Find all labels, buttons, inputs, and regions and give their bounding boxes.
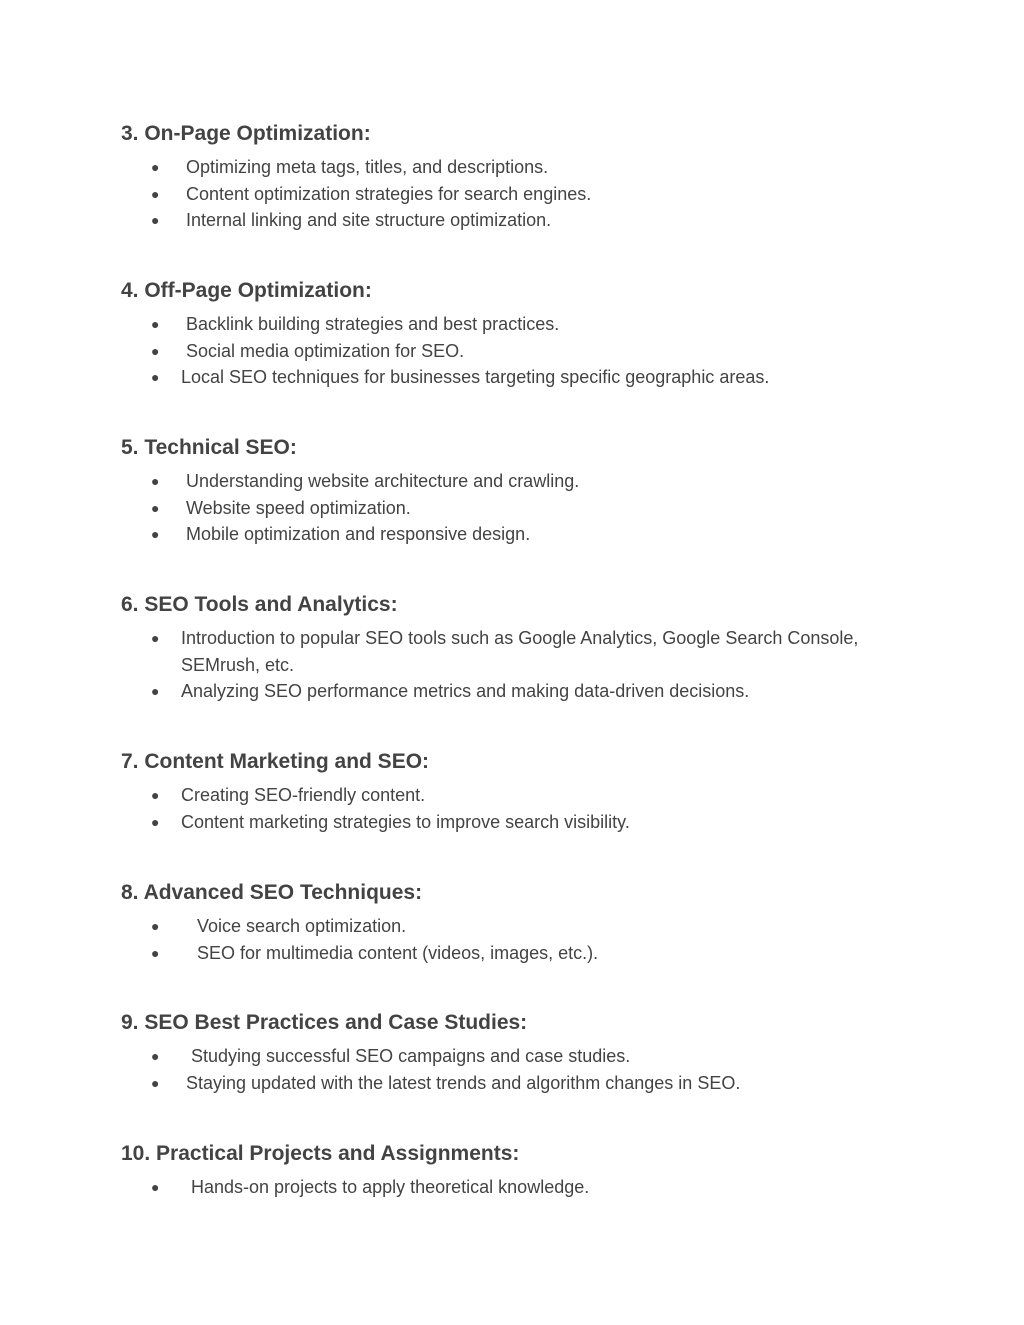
list-item (121, 154, 901, 181)
bullet-icon: ● (151, 1048, 160, 1064)
section-seo-tools-analytics (121, 592, 901, 705)
list-item-text: Local SEO techniques for businesses targeting specific geographic areas. (181, 367, 770, 387)
list-item (121, 625, 861, 678)
bullet-icon: ● (151, 630, 160, 646)
bullet-icon: ● (151, 787, 160, 803)
bullet-list (121, 913, 901, 966)
bullet-list (121, 311, 901, 391)
list-item (121, 207, 901, 234)
bullet-icon: ● (151, 159, 160, 175)
section-heading: 7. Content Marketing and SEO: (121, 750, 430, 773)
section-technical-seo (121, 435, 901, 548)
bullet-list (121, 154, 901, 234)
section-heading: 6. SEO Tools and Analytics: (121, 593, 398, 616)
list-item-text: Optimizing meta tags, titles, and descriptions. (186, 157, 549, 177)
section-best-practices (121, 1010, 901, 1096)
list-item-text: Understanding website architecture and crawling. (186, 471, 580, 491)
bullet-icon: ● (151, 1074, 160, 1091)
list-item (121, 521, 901, 548)
section-content-marketing (121, 749, 901, 835)
bullet-icon: ● (151, 316, 160, 332)
list-item-text: SEO for multimedia content (videos, images, etc.). (197, 942, 599, 963)
list-item-text: Staying updated with the latest trends and algorithm changes in SEO. (186, 1072, 741, 1093)
list-item-text: Content optimization strategies for search engines. (186, 183, 592, 204)
list-item (121, 338, 901, 365)
list-item-text: Studying successful SEO campaigns and case studies. (191, 1046, 631, 1066)
bullet-icon: ● (151, 473, 160, 489)
bullet-icon: ● (151, 499, 160, 516)
list-item-text: Content marketing strategies to improve search visibility. (181, 811, 630, 832)
bullet-icon: ● (151, 342, 160, 359)
section-on-page-optimization (121, 121, 901, 234)
bullet-icon: ● (151, 1179, 160, 1195)
list-item-text: Voice search optimization. (197, 916, 407, 936)
bullet-icon: ● (151, 185, 160, 202)
bullet-list (121, 1174, 901, 1201)
list-item-text: Introduction to popular SEO tools such as Google Analytics, Google Search Console, SEMrush, etc. (181, 628, 859, 675)
list-item-text: Social media optimization for SEO. (186, 340, 465, 361)
list-item-text: Hands-on projects to apply theoretical knowledge. (191, 1177, 590, 1197)
list-item (121, 495, 901, 522)
list-item (121, 1070, 901, 1097)
bullet-icon: ● (151, 212, 160, 228)
bullet-icon: ● (151, 944, 160, 961)
list-item (121, 311, 901, 338)
bullet-list (121, 625, 901, 705)
bullet-list (121, 1043, 901, 1096)
list-item-text: Creating SEO-friendly content. (181, 785, 426, 805)
list-item (121, 809, 901, 836)
section-heading: 3. On-Page Optimization: (121, 122, 371, 145)
bullet-icon: ● (151, 813, 160, 830)
list-item (121, 364, 901, 391)
list-item-text: Internal linking and site structure optimization. (186, 210, 552, 230)
list-item (121, 678, 901, 705)
section-heading: 9. SEO Best Practices and Case Studies: (121, 1011, 528, 1034)
bullet-icon: ● (151, 369, 160, 385)
list-item-text: Mobile optimization and responsive design. (186, 524, 531, 544)
list-item (121, 1174, 901, 1201)
list-item (121, 1043, 901, 1070)
bullet-icon: ● (151, 918, 160, 934)
list-item-text: Website speed optimization. (186, 497, 411, 518)
list-item (121, 468, 901, 495)
list-item (121, 181, 901, 208)
section-off-page-optimization (121, 278, 901, 391)
list-item-text: Backlink building strategies and best practices. (186, 314, 560, 334)
section-heading: 10. Practical Projects and Assignments: (121, 1142, 520, 1165)
section-practical-projects (121, 1141, 901, 1201)
section-heading: 4. Off-Page Optimization: (121, 279, 372, 302)
bullet-icon: ● (151, 526, 160, 542)
section-advanced-seo (121, 880, 901, 966)
bullet-list (121, 468, 901, 548)
section-heading: 8. Advanced SEO Techniques: (121, 881, 423, 904)
bullet-icon: ● (151, 683, 160, 699)
list-item (121, 782, 901, 809)
section-heading: 5. Technical SEO: (121, 436, 297, 459)
list-item-text: Analyzing SEO performance metrics and making data-driven decisions. (181, 681, 750, 701)
list-item (121, 913, 901, 940)
list-item (121, 940, 901, 967)
bullet-list (121, 782, 901, 835)
